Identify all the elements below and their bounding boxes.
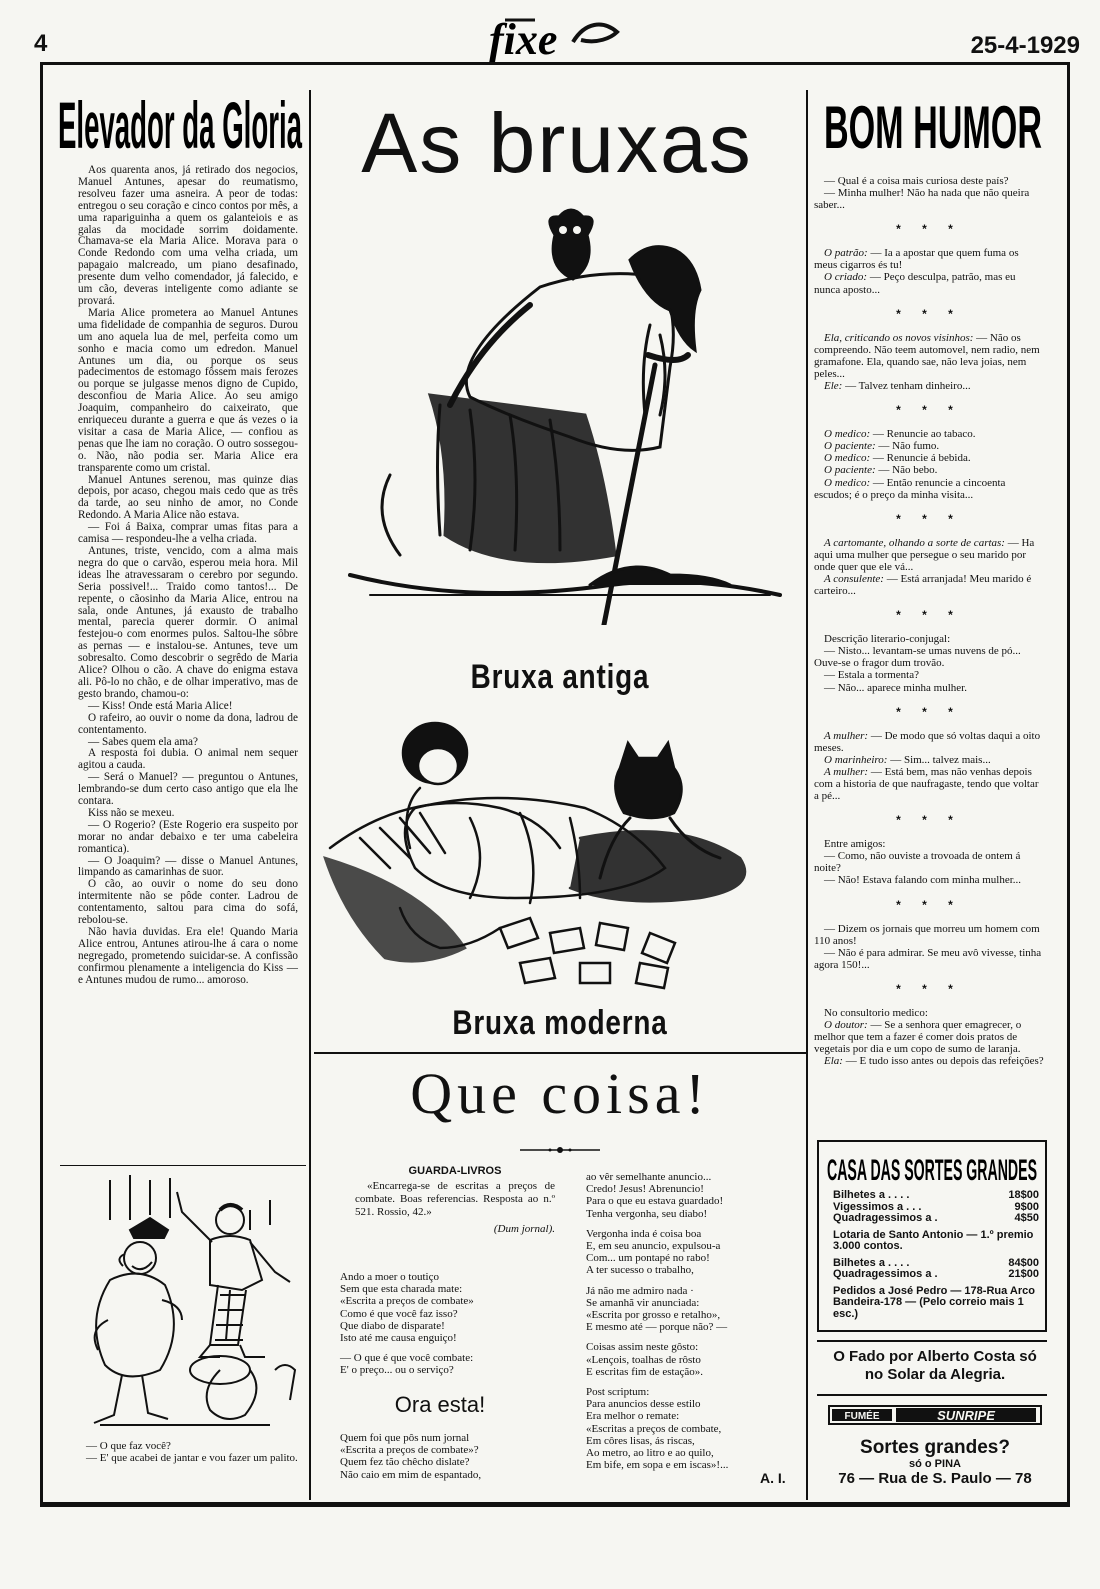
jokes-list xyxy=(814,175,1044,1067)
joke-line: Entre amigos: xyxy=(824,838,886,851)
price-value: 9$00 xyxy=(1014,1200,1039,1213)
story-paragraph: A resposta foi dubia. O animal nem sequer agitou a cauda. xyxy=(78,747,298,772)
stars-divider: * * * xyxy=(896,306,962,321)
joke-line: — Qual é a coisa mais curiosa deste país? xyxy=(824,175,1009,187)
joke-line: Ela: — E tudo isso antes ou depois das refeições? xyxy=(824,1055,1044,1068)
sortes-address: 76 — Rua de S. Paulo — 78 xyxy=(838,1470,1032,1487)
price-row xyxy=(833,1190,1039,1202)
stars-divider: * * * xyxy=(896,511,962,526)
section-rule xyxy=(314,1052,808,1054)
story-body xyxy=(78,165,298,987)
poem-stanza: Já não me admiro nada · Se amanhã vir anunciada: «Escrita por grosso e retalho», E mesmo até — porque não? — xyxy=(586,1284,728,1334)
poem-stanza: Quem foi que pôs num jornal «Escrita a preços de combate»? Quem fez tão chêcho dislate? Não caio em mim de espantado, xyxy=(340,1432,482,1481)
lottery-prize-note: Lotaria de Santo Antonio — 1.º premio 3.000 contos. xyxy=(833,1228,1034,1252)
joke-line: — Estala a tormenta? xyxy=(824,669,919,682)
joke-line: — Não! Estava falando com minha mulher... xyxy=(824,874,1022,887)
stars-divider: * * * xyxy=(896,608,962,623)
ad-heading: GUARDA-LIVROS xyxy=(408,1165,502,1177)
joke xyxy=(814,633,1044,693)
joke-line: — Não... aparece minha mulher. xyxy=(824,681,967,694)
price-label: Quadragessimos a . xyxy=(833,1212,938,1224)
lottery-order-info: Pedidos a José Pedro — 178-Rua Arco Bandeira-178 — (Pelo correio mais 1 esc.) xyxy=(833,1284,1035,1320)
price-label: Bilhetes a . . . . xyxy=(833,1189,910,1201)
column-rule-left xyxy=(309,90,311,1500)
joke xyxy=(814,537,1044,597)
story-paragraph: O cão, ao ouvir o nome do seu dono intermitente não se pôde conter. Ladrou de contentamento, saltou para cima do sofá, rebolou-se. xyxy=(78,878,298,927)
ad-text: «Encarrega-se de escritas a preços de combate. Boas referencias. Resposta ao n.º 521. Rossio, 42.» xyxy=(355,1180,555,1218)
caption-line: — O que faz você? xyxy=(86,1440,171,1452)
story-paragraph: — Kiss! Onde está Maria Alice! xyxy=(88,699,233,712)
joke-line: O patrão: — Ia a apostar que quem fuma os meus cigarros és tu! xyxy=(814,247,1019,272)
stars-divider: * * * xyxy=(896,813,962,828)
ad-rule xyxy=(817,1340,1047,1342)
verse-title: Que coisa! xyxy=(410,1061,710,1126)
caption-line: — E' que acabei de jantar e vou fazer um palito. xyxy=(86,1452,298,1464)
old-witch-illustration xyxy=(330,205,800,625)
cartoon-rule xyxy=(60,1165,306,1166)
story-paragraph: O rafeiro, ao ouvir o nome da dona, ladrou de contentamento. xyxy=(78,711,298,736)
sortes-headline: Sortes grandes? xyxy=(860,1437,1010,1458)
stars-divider: * * * xyxy=(896,222,962,237)
subheading-ora-esta: Ora esta! xyxy=(394,1392,486,1417)
joke-line: — Nisto... levantam-se umas nuvens de pó... Ouve-se o fragor dum trovão. xyxy=(814,645,1021,670)
lottery-ad-title xyxy=(825,1150,1039,1184)
story-paragraph: Manuel Antunes serenou, mas quinze dias depois, por acaso, chegou mais cedo que as três da tarde, ao seu ninho de amor, no Conde Redondo. A Maria Alice não estava. xyxy=(78,473,298,522)
ad-rule xyxy=(817,1394,1047,1396)
price-label: Quadragessimos a . xyxy=(833,1268,938,1280)
joke-line: A mulher: — Está bem, mas não venhas depois com a historia de que naufragaste, tendo que voltar a pé... xyxy=(814,765,1039,803)
stars-divider: * * * xyxy=(896,403,962,418)
joke-line: — Dizem os jornais que morreu um homem com 110 anos! xyxy=(814,922,1040,947)
price-row xyxy=(833,1213,1039,1225)
joke-line: O medico: — Renuncie ao tabaco. xyxy=(824,428,976,441)
feature-title: As bruxas xyxy=(361,96,753,190)
caption-old-witch: Bruxa antiga xyxy=(470,658,650,696)
joke xyxy=(814,332,1044,392)
poem-stanza: — O que é que você combate: E' o preço... ou o serviço? xyxy=(340,1352,474,1377)
price-value: 4$50 xyxy=(1014,1212,1039,1224)
logo-text: fixe xyxy=(489,15,558,62)
joke-line: O medico: — Renuncie á bebida. xyxy=(824,452,971,465)
joke-line: — Como, não ouviste a trovoada de ontem á noite? xyxy=(814,850,1021,875)
modern-witch-illustration xyxy=(320,708,800,998)
joke-line: A consulente: — Está arranjada! Meu marido é carteiro... xyxy=(814,572,1032,598)
page-number: 4 xyxy=(34,30,48,57)
joke-line: O marinheiro: — Sim... talvez mais... xyxy=(824,753,991,766)
joke-line: O paciente: — Não bebo. xyxy=(824,464,938,477)
price-value: 18$00 xyxy=(1008,1189,1039,1201)
column-rule-right xyxy=(806,90,808,1500)
fumee-text: FUMÉE xyxy=(844,1411,880,1422)
story-paragraph: — Sabes quem ela ama? xyxy=(88,735,198,748)
poem-stanza: Post scriptum: Para anuncios desse estilo Era melhor o remate: «Escritas a preços de combate, Em côres lisas, ás riscas, Ao metro, ao litro e ao quilo, Em bife, em sopa e em iscas»!... xyxy=(586,1386,729,1472)
joke xyxy=(814,1007,1044,1067)
joke xyxy=(814,247,1044,295)
story-paragraph: — Foi á Baixa, comprar umas fitas para a camisa — respondeu-lhe a velha criada. xyxy=(78,521,298,546)
ornament-divider xyxy=(520,1141,600,1149)
story-paragraph: Aos quarenta anos, já retirado dos negocios, Manuel Antunes, apesar do reumatismo, resolveu fazer uma asneira. A peor de todas: entregou o seu coração e cinco contos por mês, a uma rapariguinha a quem os galanteiois e as galas da mocidade sorrim doidamente. Chamava-se ela Maria Alice. Morava para o Conde Redondo com uma velha criada, um papagaio malcreado, um piano desafinado, presente dum velho comendador, já falecido, e um cão, deveras inteligente como adiante se provará. xyxy=(78,164,298,307)
stars-divider: * * * xyxy=(896,981,962,996)
lottery-ad xyxy=(817,1140,1047,1332)
price-label: Vigessimos a . . . xyxy=(833,1200,922,1213)
story-paragraph: — O Joaquim? — disse o Manuel Antunes, limpando as camarinhas de suor. xyxy=(78,854,298,879)
joke xyxy=(814,730,1044,803)
joke-line: A cartomante, olhando a sorte de cartas: — Ha aqui uma mulher que persegue o seu marido por onde quer que ele vá... xyxy=(814,536,1035,573)
story-title-text: Elevador da Gloria xyxy=(58,90,303,160)
price-row xyxy=(833,1269,1039,1281)
caption-modern-witch: Bruxa moderna xyxy=(452,1004,668,1042)
joke-line: Descrição literario-conjugal: xyxy=(824,633,951,646)
joke-line: O doutor: — Se a senhora quer emagrecer, o melhor que tem a fazer é comer dois pratos de vegetais por dia e um copo de sumo de laranja. xyxy=(814,1019,1022,1056)
joke-line: Ele: — Talvez tenham dinheiro... xyxy=(824,380,971,393)
cartoon-caption xyxy=(86,1440,298,1464)
joke-line: O paciente: — Não fumo. xyxy=(824,440,940,453)
joke-line: A mulher: — De modo que só voltas daqui a oito meses. xyxy=(814,729,1041,754)
story-paragraph: Não havia duvidas. Era ele! Quando Maria Alice entrou, Antunes atirou-lhe á cara o nome negregado, prometendo suicidar-se. A confissão confirmou plenamente a inteligencia do Kiss — e Antunes mudou de rumo... amoroso. xyxy=(78,926,298,986)
poem-stanza: Ando a moer o toutiço Sem que esta charada mate: «Escrita a preços de combate» Como é que você faz isso? Que diabo de disparate! Isto até me causa enguiço! xyxy=(340,1271,474,1345)
joke-line: Ela, criticando os novos visinhos: — Não os compreendo. Não teem automovel, nem radio, nem gramafone. Ela, quando sae, não leva joias, nem peles... xyxy=(814,331,1040,380)
joke-line: — Minha mulher! Não ha nada que não queira saber... xyxy=(814,187,1030,212)
story-paragraph: — O Rogerio? (Este Rogerio era suspeito por morar no andar debaixo e ter uma cabeleira romantica). xyxy=(78,818,298,855)
classified-ad-quote xyxy=(355,1165,555,1236)
story-paragraph: — Será o Manuel? — preguntou o Antunes, lembrando-se dum certo caso antigo que ela lhe contara. xyxy=(78,771,298,808)
price-value: 21$00 xyxy=(1008,1268,1039,1280)
price-value: 84$00 xyxy=(1008,1256,1039,1269)
sortes-line: só o PINA xyxy=(909,1458,961,1470)
masthead-logo xyxy=(485,12,625,62)
story-paragraph: Maria Alice prometera ao Manuel Antunes uma fidelidade de companhia de seguros. Durou um ano aquela lua de mel, perfeita como um sonho e macia como um edredon. Manuel Antunes um dia, ou porque os seus padecimentos de estomago fôssem mais ferozes ou porque se julgasse menos digno de Cupido, desconfiou de Maria Alice. Ao seu amigo Joaquim, companheiro do caixeirato, que enriqueceu durante a guerra e que ás vezes o ia visitar a casa de Maria Alice, — confiou as penas que lhe iam no coração. O outro sossegou-o. Não, não podia ser. Maria Alice era transparente como um cristal. xyxy=(78,306,298,474)
joke xyxy=(814,428,1044,501)
joke xyxy=(814,838,1044,886)
joke-line: O criado: — Peço desculpa, patrão, mas eu nunca aposto... xyxy=(814,271,1016,296)
humor-title xyxy=(822,92,1044,156)
lottery-ad-title-text: CASA DAS SORTES GRANDES xyxy=(827,1154,1037,1184)
joke-line: — Não é para admirar. Se meu avô vivesse, tinha agora 150!... xyxy=(814,946,1042,971)
ad-source: (Dum jornal). xyxy=(493,1223,555,1235)
lottery-price-list xyxy=(833,1190,1039,1320)
poem-left-column xyxy=(340,1271,550,1385)
issue-date: 25-4-1929 xyxy=(970,32,1080,59)
joke-line: O medico: — Então renuncie a cincoenta escudos; é o preço da minha visita... xyxy=(814,476,1006,501)
poem-right-column xyxy=(586,1171,798,1479)
joke xyxy=(814,175,1044,211)
sortes-ad xyxy=(822,1438,1048,1487)
stars-divider: * * * xyxy=(896,897,962,912)
author-signature: A. I. xyxy=(760,1470,786,1486)
cartoon-illustration xyxy=(70,1170,300,1440)
poem-left-continued xyxy=(340,1432,550,1489)
sunripe-text: SUNRIPE xyxy=(937,1408,995,1423)
joke xyxy=(814,923,1044,971)
fado-ad: O Fado por Alberto Costa só no Solar da Alegria. xyxy=(833,1348,1037,1383)
story-paragraph: Kiss não se mexeu. xyxy=(88,806,175,819)
humor-title-text: BOM HUMOR xyxy=(824,94,1042,156)
stars-divider: * * * xyxy=(896,704,962,719)
story-paragraph: Antunes, triste, vencido, com a alma mais negra do que o carvão, esperou meia hora. Mil ideas lhe atravessaram o cerebro por segundo. Seria possivel!... Traido como tantos!... De repente, o cãosinho da Maria Alice, entrou na sala, onde Antunes, já exausto de trabalho mental, parecia querer dormir. O animal festejou-o com enormes pulos. Saltou-lhe sôbre as pernas — e instalou-se. Antunes, teve um sobresalto. Como descobrir o segrêdo de Maria Alice? Olhou o cão. A chave do enigma estava ali. Pô-lo no chão, e de olhar imperativo, mas de gesto brando, chamou-o: xyxy=(78,545,298,700)
joke-line: No consultorio medico: xyxy=(824,1006,928,1019)
price-label: Bilhetes a . . . . xyxy=(833,1256,910,1269)
poem-stanza: Vergonha inda é coisa boa E, em seu anuncio, expulsou-a Com... um pontapé no rabo! A ter sucesso o trabalho, xyxy=(586,1227,721,1277)
story-title xyxy=(56,90,304,160)
poem-stanza: Coisas assim neste gôsto: «Lençois, toalhas de rôsto E escritas fim de estação». xyxy=(586,1341,703,1378)
cigarette-ad xyxy=(828,1402,1042,1428)
poem-stanza: ao vêr semelhante anuncio... Credo! Jesus! Abrenuncio! Para o que eu estava guardado! Tenha vergonha, seu diabo! xyxy=(586,1171,724,1220)
